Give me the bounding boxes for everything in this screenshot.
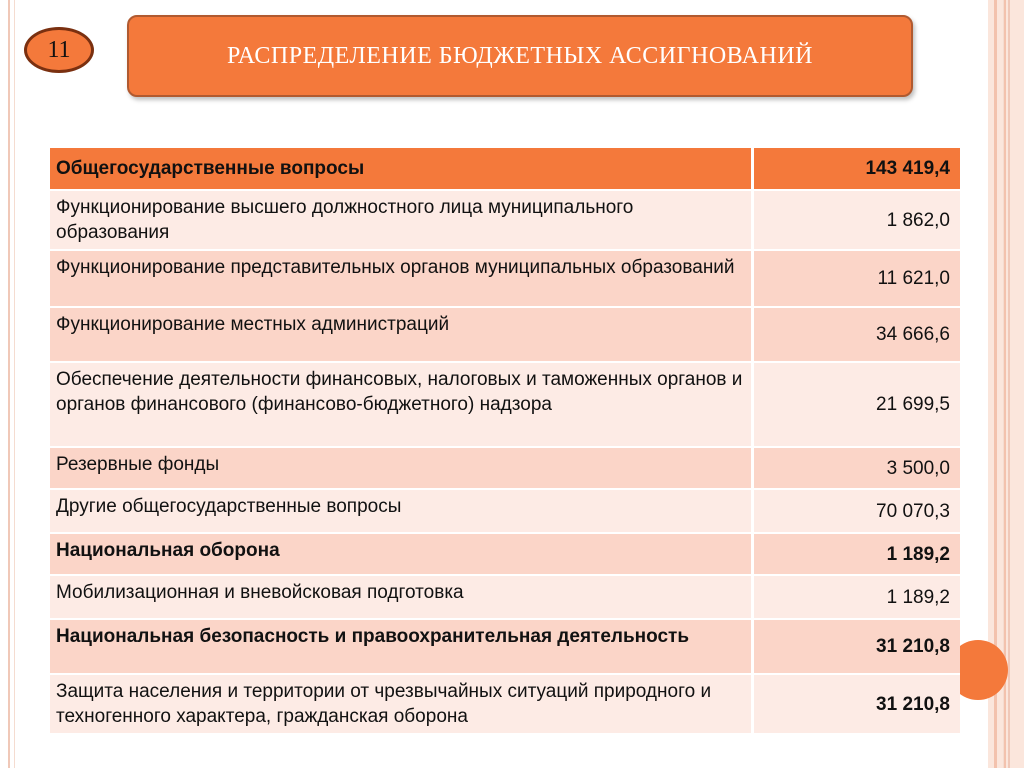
row-value: 143 419,4 (752, 148, 960, 190)
row-label: Функционирование местных администраций (50, 307, 752, 362)
row-value: 1 189,2 (752, 575, 960, 619)
table-row (50, 307, 960, 362)
slide-title: РАСПРЕДЕЛЕНИЕ БЮДЖЕТНЫХ АССИГНОВАНИЙ (226, 42, 814, 69)
row-value: 1 189,2 (752, 533, 960, 575)
table-row (50, 489, 960, 533)
row-value: 11 621,0 (752, 250, 960, 307)
row-value: 31 210,8 (752, 619, 960, 674)
row-label: Национальная безопасность и правоохранительная деятельность (50, 619, 752, 674)
row-value: 1 862,0 (752, 190, 960, 250)
table-row (50, 575, 960, 619)
table-row (50, 447, 960, 489)
row-label: Другие общегосударственные вопросы (50, 489, 752, 533)
title-box (127, 15, 913, 97)
table-row (50, 619, 960, 674)
row-label: Мобилизационная и вневойсковая подготовка (50, 575, 752, 619)
row-value: 34 666,6 (752, 307, 960, 362)
table-row (50, 674, 960, 734)
row-value: 31 210,8 (752, 674, 960, 734)
row-label: Обеспечение деятельности финансовых, налоговых и таможенных органов и органов финансового (финансово-бюджетного) надзора (50, 362, 752, 447)
row-label: Общегосударственные вопросы (50, 148, 752, 190)
table-row (50, 190, 960, 250)
slide-number-badge: 11 (24, 27, 94, 73)
row-value: 3 500,0 (752, 447, 960, 489)
row-value: 70 070,3 (752, 489, 960, 533)
budget-table (50, 148, 960, 735)
row-label: Национальная оборона (50, 533, 752, 575)
row-label: Функционирование высшего должностного лица муниципального образования (50, 190, 752, 250)
table-row (50, 148, 960, 190)
row-value: 21 699,5 (752, 362, 960, 447)
row-label: Защита населения и территории от чрезвычайных ситуаций природного и техногенного характера, гражданская оборона (50, 674, 752, 734)
table-row (50, 533, 960, 575)
row-label: Функционирование представительных органов муниципальных образований (50, 250, 752, 307)
table-row (50, 250, 960, 307)
row-label: Резервные фонды (50, 447, 752, 489)
table-row (50, 362, 960, 447)
